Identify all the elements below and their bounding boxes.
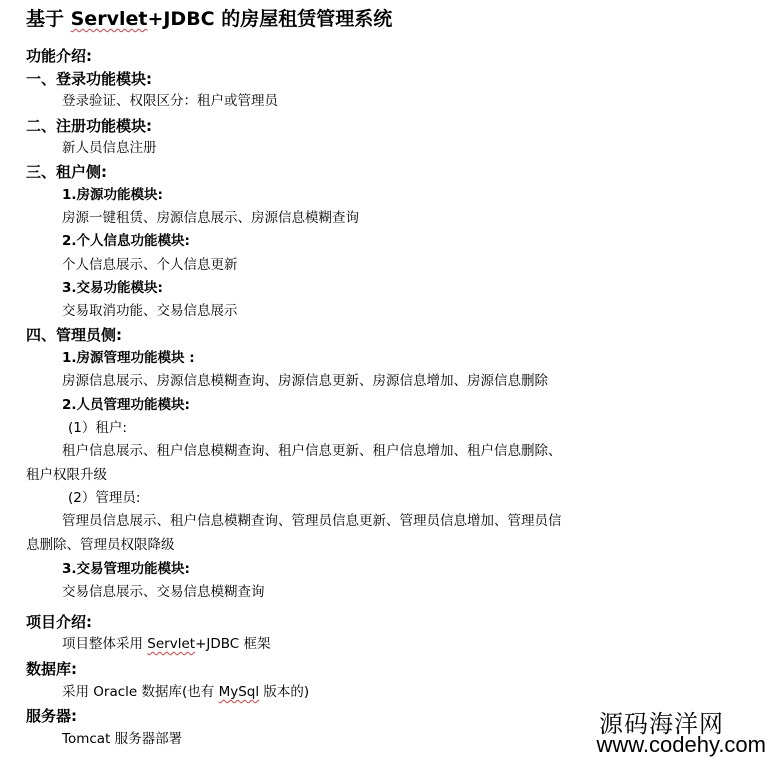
section-login-heading: 一、登录功能模块: [26,70,152,88]
document-title [26,10,392,29]
features-heading: 功能介绍: [26,47,92,65]
section-login-text: 登录验证、权限区分：租户或管理员 [62,93,278,109]
title-prefix: 基于 [26,8,71,30]
title-suffix: +JDBC 的房屋租赁管理系统 [147,8,393,30]
admin-people-tenant-text-1: 租户信息展示、租户信息模糊查询、租户信息更新、租户信息增加、租户信息删除、 [62,443,562,459]
admin-trade-text: 交易信息展示、交易信息模糊查询 [62,584,265,600]
admin-trade-heading: 3.交易管理功能模块: [62,561,190,577]
project-text [62,638,271,652]
admin-people-admin-label: (2）管理员: [68,490,141,506]
tenant-trade-text: 交易取消功能、交易信息展示 [62,303,238,319]
server-text: Tomcat 服务器部署 [62,731,183,747]
admin-house-heading: 1.房源管理功能模块 : [62,350,195,366]
project-heading: 项目介绍: [26,613,92,631]
section-register-text: 新人员信息注册 [62,140,157,156]
watermark-site-name: 源码海洋网 [599,710,724,738]
tenant-house-heading: 1.房源功能模块: [62,187,163,203]
database-text-suffix: 版本的) [259,684,310,700]
section-tenant-heading: 三、租户侧: [26,163,107,181]
project-servlet-word: Servlet [147,636,196,652]
server-heading: 服务器: [26,707,77,725]
watermark-url: www.codehy.com [596,732,766,757]
admin-people-admin-text-1: 管理员信息展示、租户信息模糊查询、管理员信息更新、管理员信息增加、管理员信 [62,513,562,529]
database-text-prefix: 采用 Oracle 数据库(也有 [62,684,219,700]
section-admin-heading: 四、管理员侧: [26,326,122,344]
database-text [62,686,309,700]
section-register-heading: 二、注册功能模块: [26,117,152,135]
admin-people-tenant-text-2: 租户权限升级 [26,467,107,483]
tenant-trade-heading: 3.交易功能模块: [62,280,163,296]
project-text-suffix: +JDBC 框架 [195,636,271,652]
admin-people-admin-text-2: 息删除、管理员权限降级 [26,537,175,553]
admin-people-heading: 2.人员管理功能模块: [62,397,190,413]
project-text-prefix: 项目整体采用 [62,636,148,652]
database-mysql-word: MySql [218,684,260,700]
admin-people-tenant-label: (1）租户: [68,420,127,436]
tenant-house-text: 房源一键租赁、房源信息展示、房源信息模糊查询 [62,210,359,226]
tenant-personal-text: 个人信息展示、个人信息更新 [62,257,238,273]
database-heading: 数据库: [26,660,77,678]
tenant-personal-heading: 2.个人信息功能模块: [62,233,190,249]
title-servlet-word: Servlet [70,8,148,30]
admin-house-text: 房源信息展示、房源信息模糊查询、房源信息更新、房源信息增加、房源信息删除 [62,373,548,389]
